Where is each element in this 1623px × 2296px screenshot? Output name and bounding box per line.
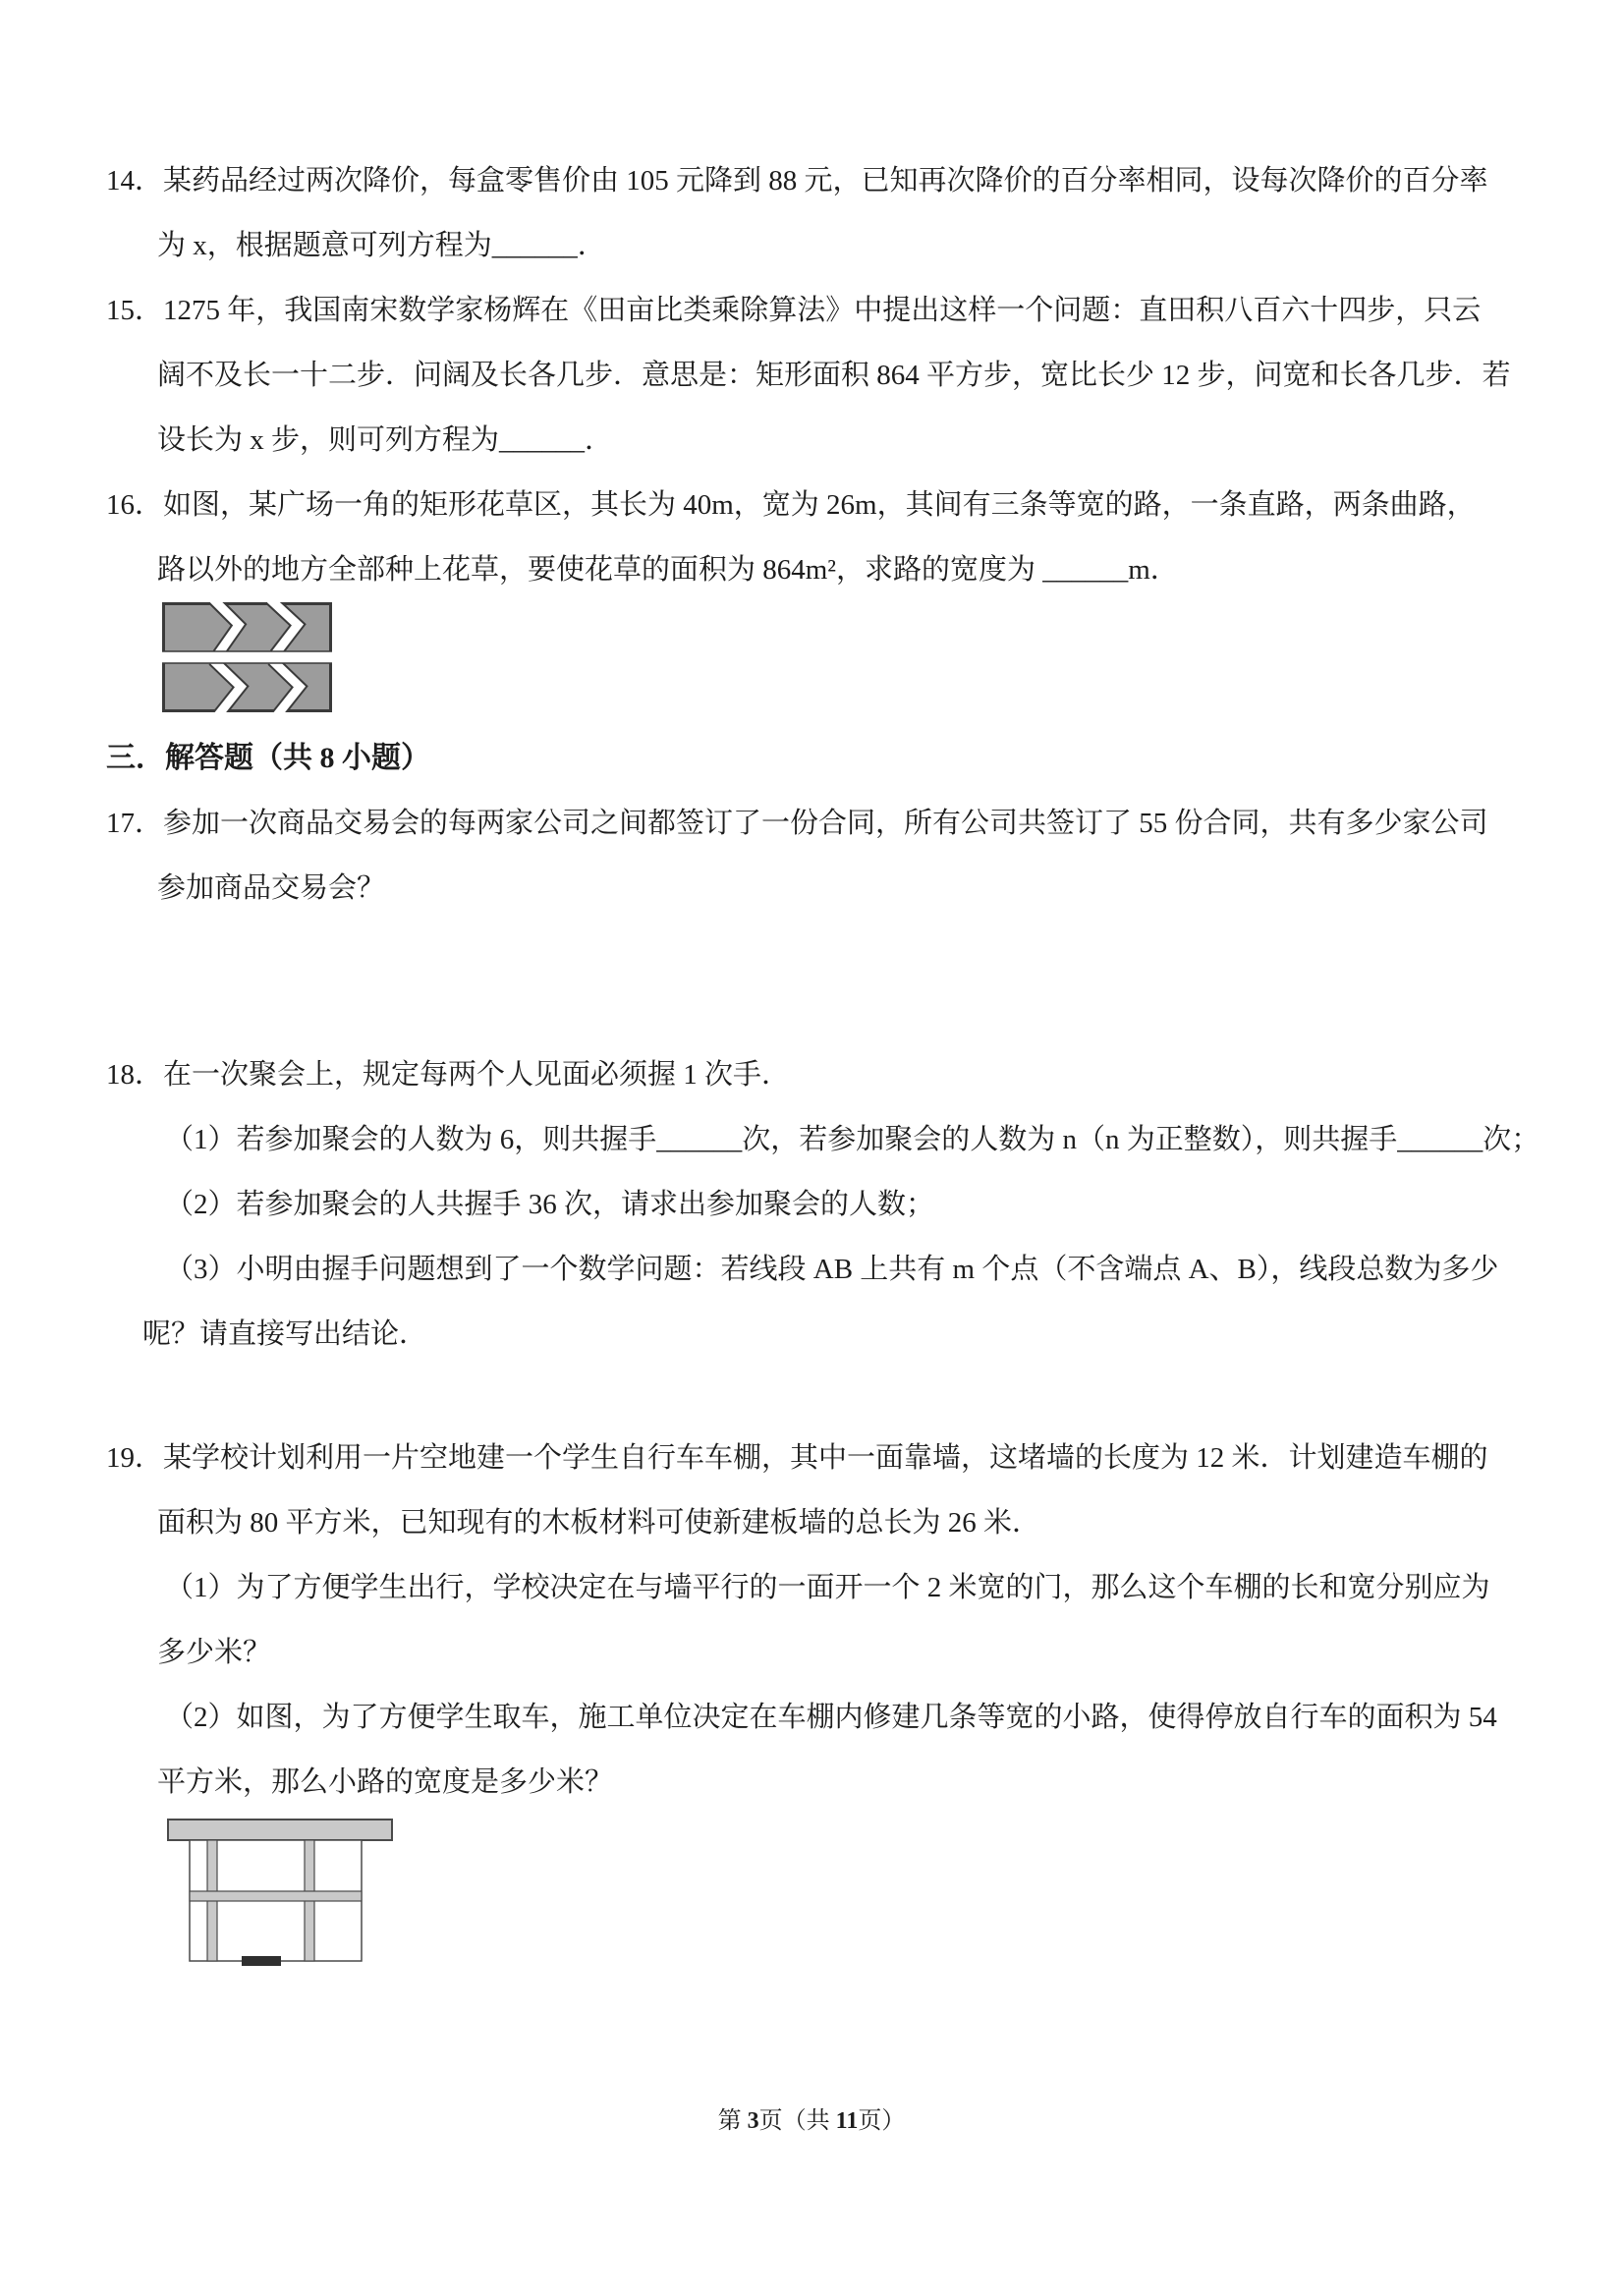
question-17-line-2: 参加商品交易会？ xyxy=(157,872,386,904)
question-19-line-1: 19．某学校计划利用一片空地建一个学生自行车车棚，其中一面靠墙，这堵墙的长度为 12 米．计划建造车棚的 xyxy=(106,1442,1488,1474)
question-18-part-1: （1）若参加聚会的人数为 6，则共握手______次，若参加聚会的人数为 n（n 为正整数），则共握手______次； xyxy=(165,1124,1540,1155)
question-14-line-2: 为 x，根据题意可列方程为______． xyxy=(157,230,606,261)
footer-prefix: 第 xyxy=(717,2108,748,2134)
wall-bar xyxy=(168,1820,392,1840)
question-17-line-1: 17．参加一次商品交易会的每两家公司之间都签订了一份合同，所有公司共签订了 55 份合同，共有多少家公司 xyxy=(106,808,1488,839)
bike-shed-figure-svg xyxy=(162,1819,398,1972)
question-16-line-1: 16．如图，某广场一角的矩形花草区，其长为 40m，宽为 26m，其间有三条等宽的路，一条直路，两条曲路， xyxy=(106,489,1476,521)
footer-total-pages: 11 xyxy=(835,2108,859,2134)
question-18-part-2: （2）若参加聚会的人共握手 36 次，请求出参加聚会的人数； xyxy=(165,1189,935,1220)
footer-page-number: 3 xyxy=(747,2108,759,2134)
question-19-part-2: （2）如图，为了方便学生取车，施工单位决定在车棚内修建几条等宽的小路，使得停放自行车的面积为 54 xyxy=(165,1702,1497,1733)
question-19-line-2: 面积为 80 平方米，已知现有的木板材料可使新建板墙的总长为 26 米． xyxy=(157,1507,1041,1539)
question-15-line-1: 15．1275 年，我国南宋数学家杨辉在《田亩比类乘除算法》中提出这样一个问题：直田积八百六十四步，只云 xyxy=(106,295,1482,326)
path-horizontal xyxy=(190,1891,362,1901)
question-19-part-1: （1）为了方便学生出行，学校决定在与墙平行的一面开一个 2 米宽的门，那么这个车棚的长和宽分别应为 xyxy=(165,1572,1490,1603)
question-14-line-1: 14．某药品经过两次降价，每盒零售价由 105 元降到 88 元，已知再次降价的百分率相同，设每次降价的百分率 xyxy=(106,165,1488,196)
question-16-line-2: 路以外的地方全部种上花草，要使花草的面积为 864m²，求路的宽度为 ______m． xyxy=(157,554,1179,586)
question-17 xyxy=(0,791,1623,921)
bike-shed-figure xyxy=(162,1819,398,1972)
question-19-part-1-cont: 多少米？ xyxy=(157,1637,272,1668)
question-15-line-2: 阔不及长一十二步．问阔及长各几步．意思是：矩形面积 864 平方步，宽比长少 12 步，问宽和长各几步．若 xyxy=(157,360,1511,391)
question-19 xyxy=(0,1426,1623,1815)
shed-door xyxy=(242,1956,281,1966)
section-3-heading xyxy=(0,726,1623,791)
footer-suffix: 页） xyxy=(858,2108,906,2134)
question-18 xyxy=(0,1042,1623,1367)
question-18-part-3: （3）小明由握手问题想到了一个数学问题：若线段 AB 上共有 m 个点（不含端点 A、B），线段总数为多少 xyxy=(165,1254,1499,1285)
flowerbed-figure-svg xyxy=(162,602,332,712)
section-3-heading-text: 三．解答题（共 8 小题） xyxy=(106,742,430,774)
question-18-part-3-cont: 呢？请直接写出结论． xyxy=(142,1318,428,1350)
flowerbed-roads-figure xyxy=(162,602,332,712)
question-15 xyxy=(0,278,1623,473)
question-18-line-1: 18．在一次聚会上，规定每两个人见面必须握 1 次手． xyxy=(106,1059,791,1091)
question-14 xyxy=(0,148,1623,278)
page-footer xyxy=(0,2100,1623,2135)
question-19-part-2-cont: 平方米，那么小路的宽度是多少米？ xyxy=(157,1766,614,1798)
question-15-line-3: 设长为 x 步，则可列方程为______． xyxy=(157,424,614,456)
straight-road xyxy=(162,651,332,663)
question-16 xyxy=(0,473,1623,602)
footer-middle: 页（共 xyxy=(758,2108,836,2134)
